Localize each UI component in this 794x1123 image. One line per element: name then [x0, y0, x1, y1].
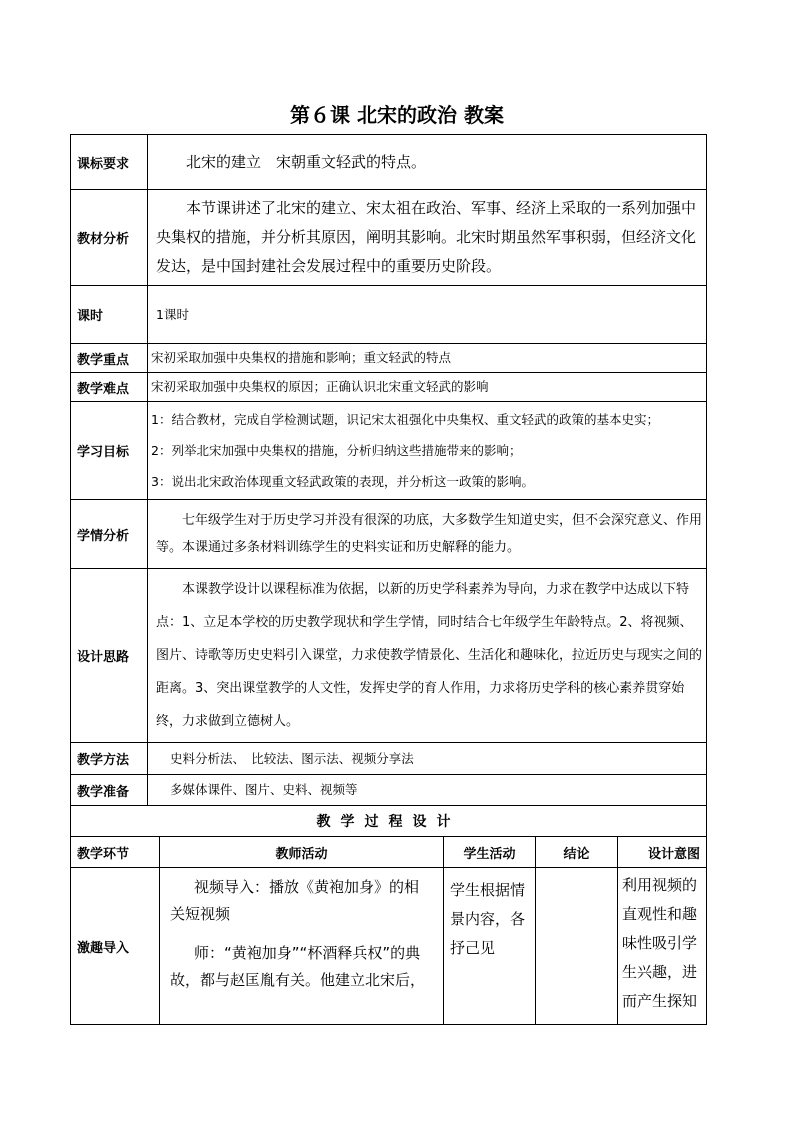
label-students: 学情分析	[71, 500, 148, 569]
key-text: 宋初采取加强中央集权的措施和影响；重文轻武的特点	[151, 350, 452, 365]
teacher-activity-para: 视频导入：播放《黄袍加身》的相关短视频	[170, 878, 420, 923]
methods-text: 史料分析法、 比较法、图示法、视频分享法	[170, 750, 414, 766]
label-design: 设计思路	[71, 569, 148, 743]
content-prep	[148, 775, 707, 806]
process-columns-row	[71, 837, 707, 868]
content-standard	[148, 135, 707, 190]
content-goals	[148, 402, 707, 500]
content-students	[148, 500, 707, 569]
process-header: 教学过程设计	[71, 806, 707, 837]
label-key: 教学重点	[71, 344, 148, 373]
label-hours: 课时	[71, 286, 148, 344]
row-analysis	[71, 190, 707, 286]
students-text: 七年级学生对于历史学习并没有很深的功底，大多数学生知道史实，但不会深究意义、作用等。本课通过多条材料训练学生的史料实证和历史解释的能力。	[156, 513, 703, 555]
standard-text: 北宋的建立 宋朝重文轻武的特点。	[186, 152, 427, 171]
label-standard: 课标要求	[71, 135, 148, 190]
row-prep	[71, 775, 707, 806]
hours-text: 1课时	[156, 306, 189, 322]
col-conclusion: 结论	[536, 837, 618, 868]
student-activity: 学生根据情景内容，各抒己见	[444, 868, 536, 1025]
row-hours	[71, 286, 707, 344]
process-table	[70, 805, 707, 1025]
row-goals	[71, 402, 707, 500]
analysis-text: 本节课讲述了北宋的建立、宋太祖在政治、军事、经济上采取的一系列加强中央集权的措施，并分析其原因，阐明其影响。北宋时期虽然军事积弱，但经济文化发达，是中国封建社会发展过程中的重要历史阶段。	[156, 199, 697, 275]
conclusion-cell	[536, 868, 618, 1025]
content-methods	[148, 743, 707, 775]
row-methods	[71, 743, 707, 775]
row-standard	[71, 135, 707, 190]
col-student: 学生活动	[444, 837, 536, 868]
content-design	[148, 569, 707, 743]
content-key	[148, 344, 707, 373]
label-goals: 学习目标	[71, 402, 148, 500]
row-key	[71, 344, 707, 373]
difficult-text: 宋初采取加强中央集权的原因；正确认识北宋重文轻武的影响	[151, 379, 489, 394]
col-stage: 教学环节	[71, 837, 160, 868]
goal-item: 2：列举北宋加强中央集权的措施，分析归纳这些措施带来的影响；	[151, 443, 522, 458]
stage-intro: 激趣导入	[71, 868, 160, 1025]
teacher-activity	[160, 868, 444, 1025]
col-teacher: 教师活动	[160, 837, 444, 868]
lesson-info-table	[70, 134, 707, 806]
process-row-intro	[71, 868, 707, 1025]
process-header-row	[71, 806, 707, 837]
row-students	[71, 500, 707, 569]
content-analysis	[148, 190, 707, 286]
col-intent: 设计意图	[618, 837, 707, 868]
prep-text: 多媒体课件、图片、史料、视频等	[170, 782, 358, 797]
goal-item: 1：结合教材，完成自学检测试题，识记宋太祖强化中央集权、重文轻武的政策的基本史实；	[151, 412, 659, 427]
row-design	[71, 569, 707, 743]
page-title: 第６课 北宋的政治 教案	[290, 103, 504, 127]
goal-item: 3：说出北宋政治体现重文轻武政策的表现，并分析这一政策的影响。	[151, 474, 534, 489]
content-difficult	[148, 373, 707, 402]
design-intent: 利用视频的直观性和趣味性吸引学生兴趣，进而产生探知	[618, 868, 707, 1025]
teacher-activity-para: 师：“黄袍加身”“杯酒释兵权”的典故，都与赵匡胤有关。他建立北宋后，	[170, 944, 426, 989]
label-prep: 教学准备	[71, 775, 148, 806]
label-analysis: 教材分析	[71, 190, 148, 286]
row-difficult	[71, 373, 707, 402]
label-difficult: 教学难点	[71, 373, 148, 402]
design-text: 本课教学设计以课程标准为依据，以新的历史学科素养为导向，力求在教学中达成以下特点：1、立足本学校的历史教学现状和学生学情，同时结合七年级学生年龄特点。2、将视频、图片、诗歌等历史史料引入课堂，力求使教学情景化、生活化和趣味化，拉近历史与现实之间的距离。3、突出课堂教学的人文性，发挥史学的育人作用，力求将历史学科的核心素养贯穿始终，力求做到立德树人。	[156, 582, 703, 729]
label-methods: 教学方法	[71, 743, 148, 775]
content-hours	[148, 286, 707, 344]
